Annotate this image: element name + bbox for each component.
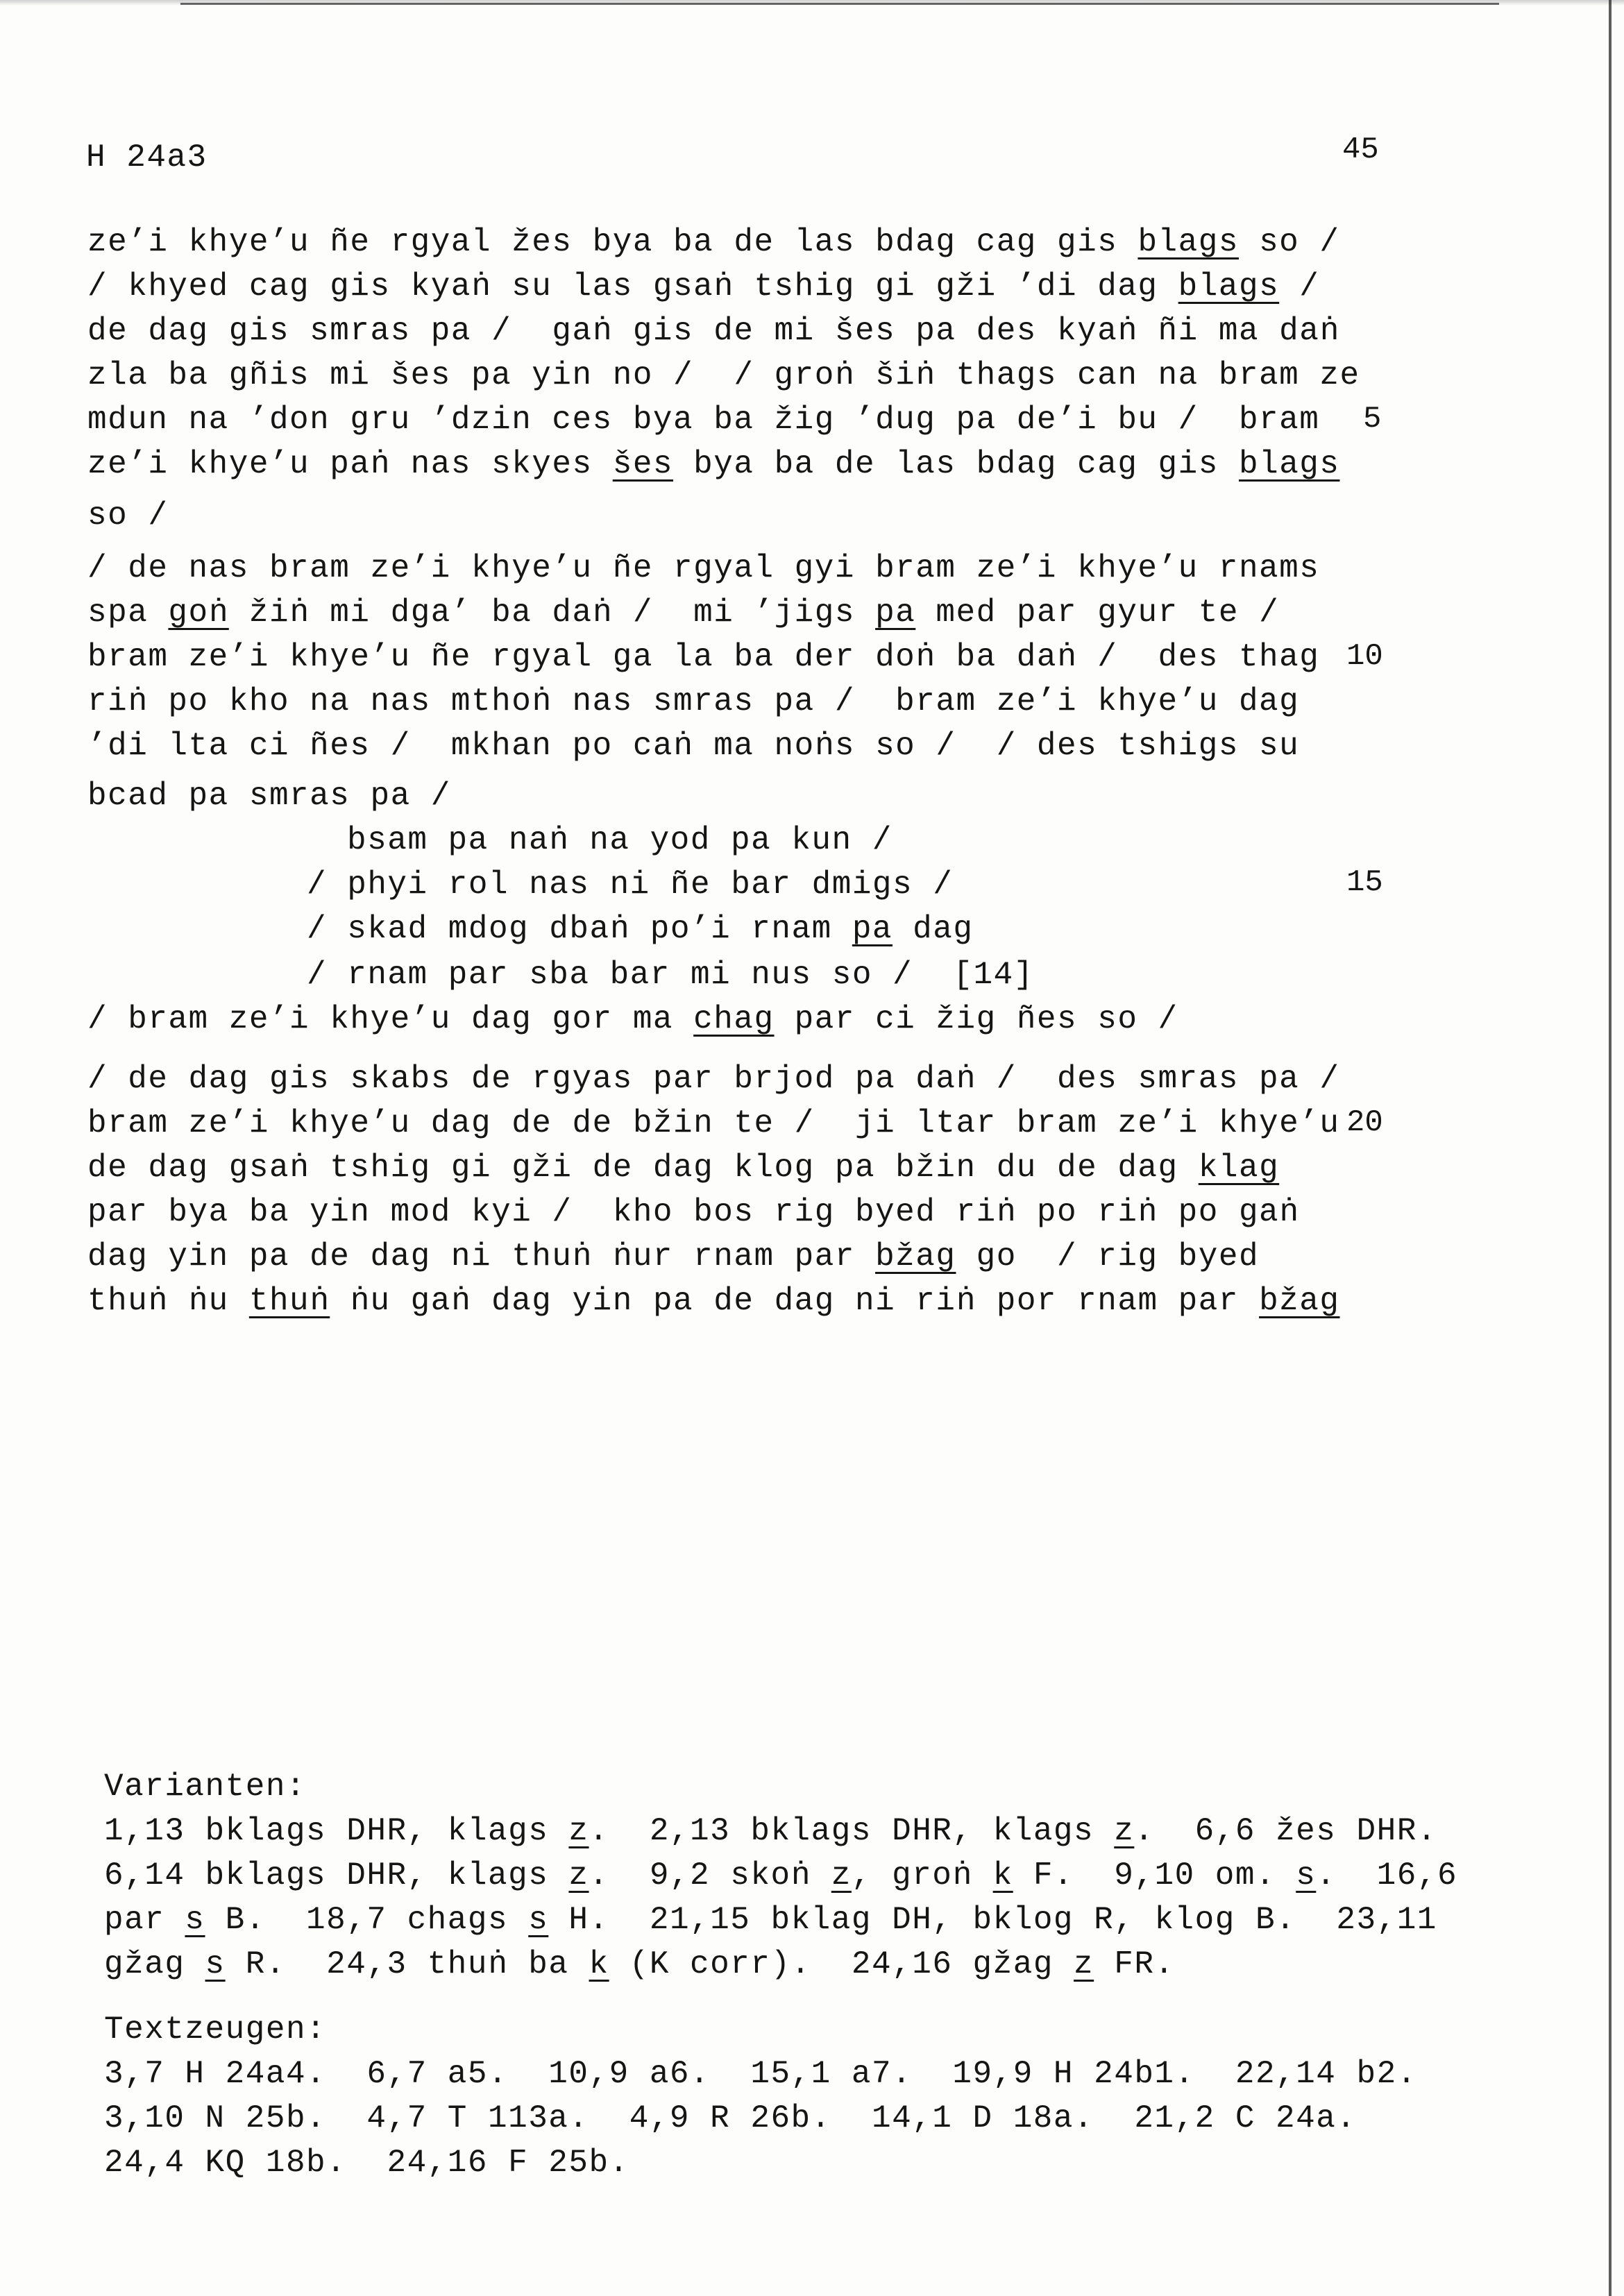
text-segment: , groṅ: [851, 1857, 993, 1894]
text-segment: bya ba de las bdag cag gis: [673, 446, 1239, 482]
underlined-word: k: [992, 1857, 1013, 1894]
text-segment: / skad mdog dbaṅ po’i rnam: [307, 911, 852, 947]
text-segment: so /: [1238, 224, 1340, 260]
text-segment: / de nas bram ze’i khye’u ñe rgyal gyi bram ze’i khye’u rnams: [87, 550, 1320, 586]
line-number: 15: [1346, 865, 1383, 900]
text-segment: 1,13 bklags DHR, klags: [104, 1813, 569, 1849]
text-line: [87, 1063, 1339, 1095]
textzeugen-line: [104, 2147, 629, 2179]
underlined-word: klag: [1198, 1150, 1280, 1186]
underlined-word: blags: [1238, 446, 1340, 482]
text-segment: . 2,13 bklags DHR, klags: [589, 1813, 1115, 1849]
underlined-word: z: [568, 1857, 589, 1894]
varianten-line: [104, 1904, 1437, 1936]
underlined-word: z: [831, 1857, 852, 1894]
text-line: [87, 780, 451, 812]
text-segment: FR.: [1094, 1946, 1175, 1982]
line-number: 10: [1346, 639, 1383, 674]
text-segment: dag yin pa de dag ni thuṅ ṅur rnam par: [87, 1239, 876, 1275]
text-segment: (K corr). 24,16 gžag: [609, 1946, 1074, 1982]
text-segment: ze’i khye’u ñe rgyal žes bya ba de las bdag cag gis: [87, 224, 1138, 260]
page-number: 45: [1342, 133, 1379, 167]
text-segment: mdun na ’don gru ’dzin ces bya ba žig ’dug pa de’i bu / bram: [87, 402, 1320, 438]
text-segment: /: [1279, 269, 1320, 305]
text-line: [87, 404, 1319, 436]
text-line: [87, 552, 1319, 584]
text-segment: dag: [893, 911, 974, 947]
text-segment: ṅu gaṅ dag yin pa de dag ni riṅ por rnam par: [330, 1283, 1260, 1319]
text-segment: spa: [87, 595, 169, 631]
scan-top-line: [180, 3, 1499, 5]
underlined-word: šes: [612, 446, 674, 482]
text-segment: / rnam par sba bar mi nus so / [14]: [307, 957, 1034, 993]
text-segment: 6,14 bklags DHR, klags: [104, 1857, 569, 1894]
text-segment: zla ba gñis mi šes pa yin no / / groṅ šiṅ thags can na bram ze: [87, 357, 1360, 393]
textzeugen-line: [104, 2102, 1356, 2134]
text-segment: B. 18,7 chags: [205, 1902, 529, 1938]
verse-line: [307, 913, 973, 945]
underlined-word: z: [1074, 1946, 1094, 1982]
varianten-line: [104, 1857, 1458, 1894]
text-line: [87, 683, 1300, 720]
text-segment: žiṅ mi dga’ ba daṅ / mi ’jigs: [228, 595, 876, 631]
text-segment: R. 24,3 thuṅ ba: [225, 1946, 589, 1982]
underlined-word: z: [1114, 1813, 1135, 1849]
text-segment: bram ze’i khye’u ñe rgyal ga la ba der doṅ ba daṅ / des thag: [87, 639, 1320, 675]
underlined-word: thuṅ: [248, 1283, 330, 1319]
underlined-word: s: [1296, 1857, 1317, 1894]
text-line: [87, 597, 1279, 629]
underlined-word: goṅ: [168, 595, 229, 631]
underlined-word: bžag: [875, 1239, 956, 1275]
text-line: [87, 1196, 1299, 1228]
text-segment: bram ze’i khye’u dag de de bžin te / ji ltar bram ze’i khye’u: [87, 1105, 1340, 1141]
text-line: [87, 500, 168, 532]
text-segment: 3,7 H 24a4. 6,7 a5. 10,9 a6. 15,1 a7. 19,9 H 24b1. 22,14 b2.: [104, 2056, 1417, 2092]
text-segment: par bya ba yin mod kyi / kho bos rig byed riṅ po riṅ po gaṅ: [87, 1194, 1300, 1230]
text-segment: . 9,2 skoṅ: [589, 1857, 831, 1894]
text-segment: de dag gis smras pa / gaṅ gis de mi šes pa des kyaṅ ñi ma daṅ: [87, 313, 1340, 349]
text-segment: thuṅ ṅu: [87, 1283, 249, 1319]
text-segment: so /: [87, 498, 169, 534]
text-line: [87, 359, 1360, 391]
text-line: [87, 641, 1319, 673]
text-segment: med par gyur te /: [915, 595, 1280, 631]
underlined-word: s: [205, 1946, 226, 1982]
varianten-line: [104, 1948, 1175, 1980]
underlined-word: blags: [1137, 224, 1239, 260]
text-line: [87, 448, 1340, 480]
text-segment: / bram ze’i khye’u dag gor ma: [87, 1001, 694, 1037]
text-line: [87, 1152, 1279, 1184]
verse-line: [307, 869, 953, 901]
text-line: [87, 315, 1339, 347]
textzeugen-line: [104, 2058, 1417, 2090]
text-segment: ’di lta ci ñes / mkhan po caṅ ma noṅs so / / des tshigs su: [87, 728, 1300, 764]
text-segment: par: [104, 1902, 185, 1938]
underlined-word: pa: [875, 595, 916, 631]
text-segment: 3,10 N 25b. 4,7 T 113a. 4,9 R 26b. 14,1 D 18a. 21,2 C 24a.: [104, 2100, 1357, 2136]
underlined-word: bžag: [1259, 1283, 1340, 1319]
underlined-word: z: [568, 1813, 589, 1849]
text-segment: riṅ po kho na nas mthoṅ nas smras pa / bram ze’i khye’u dag: [87, 683, 1300, 720]
text-segment: bsam pa naṅ na yod pa kun /: [347, 822, 893, 858]
varianten-heading: Varianten:: [104, 1769, 307, 1805]
text-segment: / phyi rol nas ni ñe bar dmigs /: [307, 867, 954, 903]
scan-right-edge: [1609, 0, 1612, 2296]
underlined-word: k: [589, 1946, 609, 1982]
text-line: [87, 226, 1340, 258]
line-number: 5: [1363, 402, 1382, 436]
text-line: [87, 1107, 1339, 1139]
text-segment: 24,4 KQ 18b. 24,16 F 25b.: [104, 2145, 629, 2181]
text-line: [87, 1003, 1178, 1035]
text-segment: bcad pa smras pa /: [87, 778, 451, 814]
text-line: [87, 1241, 1259, 1273]
text-segment: F. 9,10 om.: [1013, 1857, 1296, 1894]
textzeugen-heading: Textzeugen:: [104, 2012, 327, 2048]
text-segment: par ci žig ñes so /: [774, 1001, 1178, 1037]
verse-line: [307, 959, 1034, 991]
text-line: [87, 271, 1319, 303]
text-segment: de dag gsaṅ tshig gi gži de dag klog pa bžin du de dag: [87, 1150, 1199, 1186]
underlined-word: pa: [852, 911, 893, 947]
underlined-word: blags: [1178, 269, 1280, 305]
text-segment: gžag: [104, 1946, 205, 1982]
text-segment: ze’i khye’u paṅ nas skyes: [87, 446, 613, 482]
line-number: 20: [1346, 1105, 1383, 1140]
text-segment: H. 21,15 bklag DH, bklog R, klog B. 23,11: [548, 1902, 1437, 1938]
varianten-line: [104, 1815, 1437, 1847]
text-segment: . 16,6: [1316, 1857, 1458, 1894]
text-line: [87, 730, 1299, 762]
text-segment: / de dag gis skabs de rgyas par brjod pa daṅ / des smras pa /: [87, 1061, 1340, 1097]
text-line: [87, 1285, 1340, 1317]
page-siglum: H 24a3: [86, 139, 208, 176]
text-segment: go / rig byed: [956, 1239, 1260, 1275]
underlined-word: s: [185, 1902, 205, 1938]
underlined-word: s: [528, 1902, 549, 1938]
text-segment: . 6,6 žes DHR.: [1134, 1813, 1437, 1849]
verse-line: [347, 824, 893, 856]
text-segment: / khyed cag gis kyaṅ su las gsaṅ tshig gi gži ’di dag: [87, 269, 1178, 305]
underlined-word: chag: [693, 1001, 775, 1037]
